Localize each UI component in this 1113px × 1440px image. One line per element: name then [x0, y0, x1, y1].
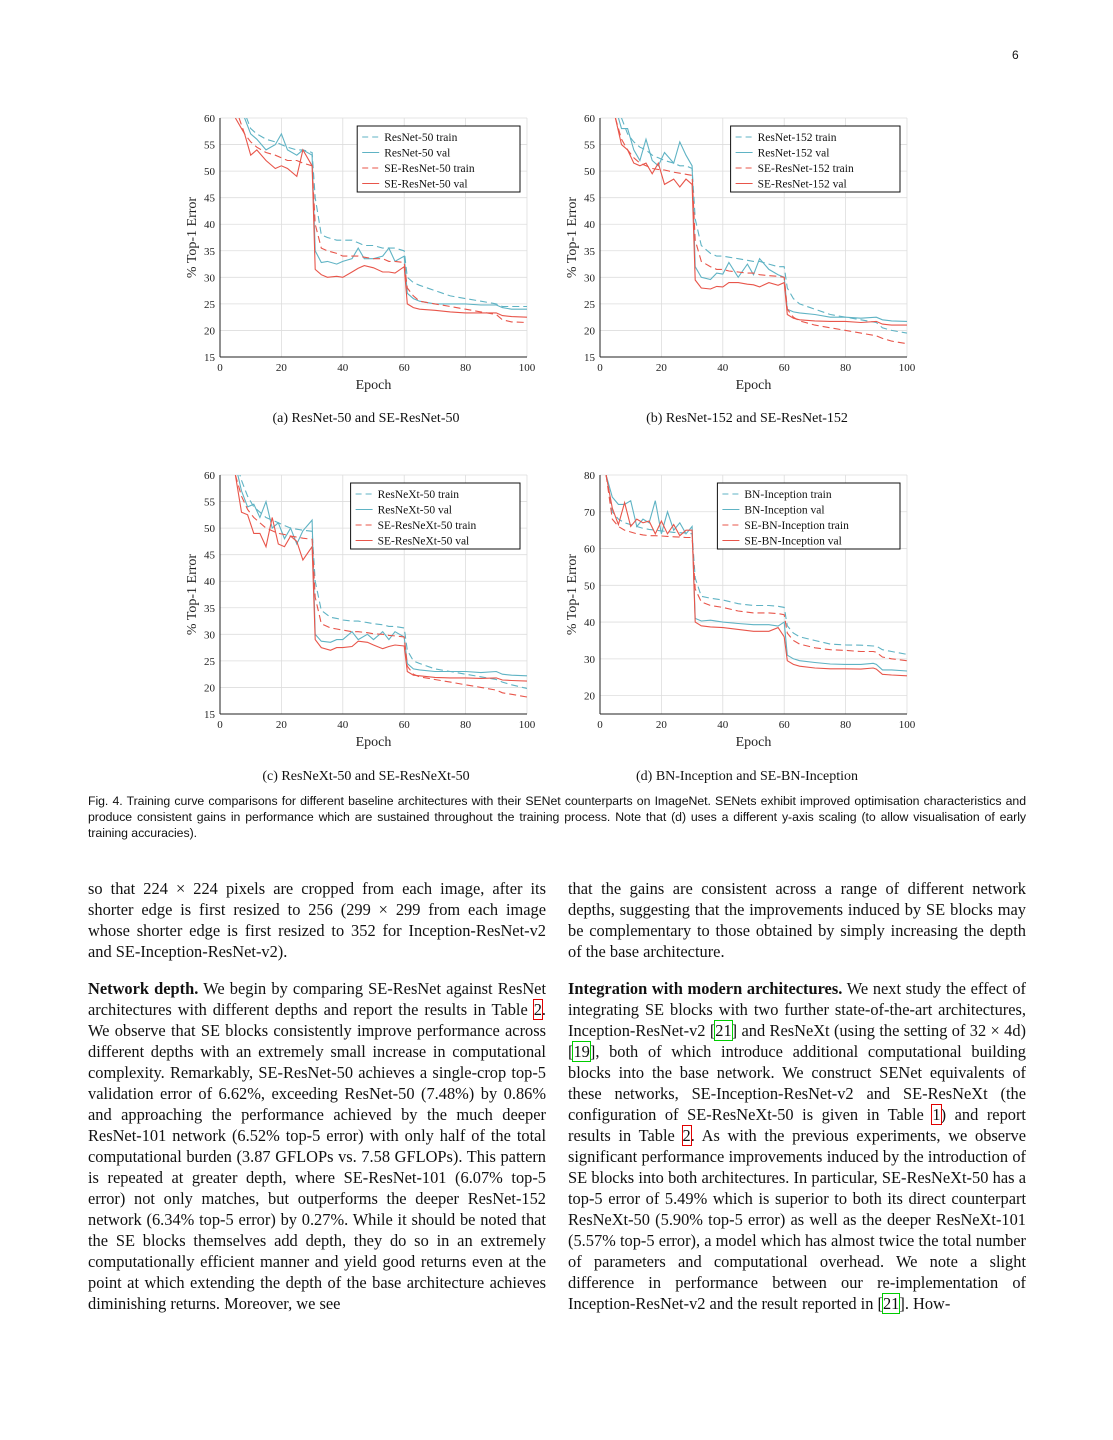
legend-entry: SE-ResNet-152 val	[757, 178, 847, 191]
subcaption-b: (b) ResNet-152 and SE-ResNet-152	[646, 411, 848, 426]
x-axis-label: Epoch	[355, 735, 392, 750]
y-tick-label: 45	[204, 192, 215, 205]
y-axis-label: % Top-1 Error	[185, 553, 200, 636]
y-axis-label: % Top-1 Error	[185, 196, 200, 279]
legend-entry: SE-ResNet-50 train	[384, 163, 475, 175]
y-tick-label: 30	[204, 272, 215, 285]
x-tick-label: 20	[655, 719, 667, 731]
paragraph-preprocessing: so that 224 × 224 pixels are cropped from each image, after its shorter edge is first resized to 256 (299 × 299 from each image whose shorter edge is first resized to 352 for Inception-ResNet-v2 and SE-Inception-ResNet-v2).	[88, 879, 546, 961]
y-tick-label: 50	[584, 166, 595, 179]
x-tick-label: 40	[337, 719, 349, 731]
chart-c-resnext50	[180, 467, 540, 757]
legend-entry: SE-ResNet-50 val	[384, 178, 468, 191]
y-tick-label: 15	[584, 352, 595, 364]
x-axis-label: Epoch	[735, 378, 772, 393]
x-tick-label: 0	[597, 719, 603, 731]
x-axis-label: Epoch	[355, 378, 392, 393]
y-tick-label: 30	[584, 272, 595, 285]
legend-entry: ResNet-152 val	[757, 147, 830, 160]
y-tick-label: 20	[204, 682, 215, 695]
x-tick-label: 60	[778, 362, 790, 374]
y-tick-label: 40	[584, 617, 595, 630]
y-tick-label: 80	[584, 470, 595, 482]
y-tick-label: 30	[204, 629, 215, 642]
y-tick-label: 15	[204, 709, 215, 721]
y-tick-label: 60	[204, 113, 215, 125]
x-tick-label: 0	[217, 719, 223, 731]
y-axis-label: % Top-1 Error	[565, 553, 580, 636]
y-tick-label: 20	[584, 690, 595, 703]
x-tick-label: 100	[898, 719, 916, 731]
x-tick-label: 0	[597, 362, 603, 374]
x-tick-label: 60	[398, 362, 410, 374]
page-number: 6	[1012, 48, 1019, 62]
legend-entry: ResNet-50 val	[384, 147, 451, 160]
legend-entry: SE-ResNeXt-50 val	[377, 535, 470, 548]
x-tick-label: 20	[275, 362, 287, 374]
subcaption-a: (a) ResNet-50 and SE-ResNet-50	[272, 411, 460, 426]
paragraph-depth-gains: that the gains are consistent across a range of different network depths, suggesting that the improvements induced by SE blocks may be complementary to those obtained by simply increasing the depth of the base architecture.	[568, 879, 1026, 961]
chart-b-resnet152	[560, 110, 920, 400]
x-tick-label: 100	[898, 362, 916, 374]
citation-link[interactable]: 19	[573, 1042, 590, 1061]
table-ref-link[interactable]: 2	[682, 1126, 691, 1145]
heading-modern-architectures: Integration with modern architectures.	[568, 979, 843, 998]
y-tick-label: 40	[204, 219, 215, 232]
y-tick-label: 35	[204, 602, 215, 615]
y-tick-label: 15	[204, 352, 215, 364]
y-tick-label: 35	[584, 245, 595, 258]
x-tick-label: 40	[337, 362, 349, 374]
x-tick-label: 40	[717, 362, 729, 374]
y-tick-label: 50	[204, 166, 215, 179]
x-tick-label: 60	[398, 719, 410, 731]
citation-link[interactable]: 21	[715, 1021, 732, 1040]
x-tick-label: 80	[460, 719, 472, 731]
x-tick-label: 80	[840, 362, 852, 374]
legend	[731, 126, 900, 192]
legend-entry: BN-Inception train	[744, 489, 832, 501]
chart-a-resnet50	[180, 110, 540, 400]
x-tick-label: 80	[840, 719, 852, 731]
y-tick-label: 45	[204, 549, 215, 562]
y-tick-label: 25	[204, 655, 215, 668]
left-column	[88, 878, 546, 1330]
x-tick-label: 100	[518, 362, 536, 374]
chart-d-bn-inception	[560, 467, 920, 757]
legend	[351, 483, 520, 549]
figure-caption: Fig. 4. Training curve comparisons for different baseline architectures with their SENet counterparts on ImageNet. SENets exhibit improved optimisation characteristics and produce consistent gains in performance which are sustained throughout the training process. Note that (d) uses a different y-axis scaling (to allow visualisation of early training accuracies).	[88, 794, 1026, 840]
y-tick-label: 45	[584, 192, 595, 205]
subcaption-d: (d) BN-Inception and SE-BN-Inception	[636, 769, 858, 784]
x-tick-label: 20	[655, 362, 667, 374]
right-column	[568, 878, 1026, 1330]
x-tick-label: 60	[778, 719, 790, 731]
y-tick-label: 35	[204, 245, 215, 258]
legend-entry: ResNeXt-50 val	[377, 504, 453, 517]
y-tick-label: 60	[584, 113, 595, 125]
y-tick-label: 50	[584, 580, 595, 593]
x-tick-label: 100	[518, 719, 536, 731]
legend-entry: SE-ResNeXt-50 train	[377, 520, 477, 532]
y-axis-label: % Top-1 Error	[565, 196, 580, 279]
y-tick-label: 25	[584, 298, 595, 311]
x-tick-label: 40	[717, 719, 729, 731]
y-tick-label: 20	[204, 325, 215, 338]
heading-network-depth: Network depth.	[88, 979, 199, 998]
paragraph-network-depth: Network depth. We begin by comparing SE-ResNet against ResNet architectures with different depths and report the results in Table 2. We observe that SE blocks consistently improve performance across different depths with an extremely small increase in computational complexity. Remarkably, SE-ResNet-50 achieves a single-crop top-5 validation error of 6.62%, exceeding ResNet-50 (7.48%) by 0.86% and approaching the performance achieved by the much deeper ResNet-101 network (6.52% top-5 error) with only half of the total computational burden (3.87 GFLOPs vs. 7.58 GFLOPs). This pattern is repeated at greater depth, where SE-ResNet-101 (6.07% top-5 error) not only matches, but outperforms the deeper ResNet-152 network (6.34% top-5 error) by 0.27%. While it should be noted that the SE blocks themselves add depth, they do so in an extremely computationally efficient manner and yield good returns even at the point at which extending the depth of the base architecture achieves diminishing returns. Moreover, we see	[88, 979, 547, 1313]
x-axis-label: Epoch	[735, 735, 772, 750]
legend-entry: BN-Inception val	[744, 504, 825, 517]
table-ref-link[interactable]: 2	[533, 1000, 542, 1019]
citation-link[interactable]: 21	[882, 1294, 900, 1313]
y-tick-label: 20	[584, 325, 595, 338]
legend-entry: SE-BN-Inception val	[744, 535, 842, 548]
y-tick-label: 70	[584, 506, 595, 519]
x-tick-label: 80	[460, 362, 472, 374]
subcaption-c: (c) ResNeXt-50 and SE-ResNeXt-50	[262, 769, 470, 784]
y-tick-label: 50	[204, 523, 215, 536]
x-tick-label: 0	[217, 362, 223, 374]
legend-entry: SE-BN-Inception train	[744, 520, 849, 532]
table-ref-link[interactable]: 1	[932, 1105, 941, 1124]
legend-entry: ResNet-152 train	[757, 132, 837, 144]
y-tick-label: 55	[584, 139, 595, 152]
x-tick-label: 20	[275, 719, 287, 731]
legend	[357, 126, 520, 192]
y-tick-label: 60	[584, 543, 595, 556]
legend-entry: ResNet-50 train	[384, 132, 458, 144]
y-tick-label: 40	[584, 219, 595, 232]
paragraph-modern-architectures: Integration with modern architectures. We next study the effect of integrating SE blocks with two further state-of-the-art architectures, Inception-ResNet-v2 [21] and ResNeXt (using the setting of 32 × 4d) [19], both of which introduce additional computational building blocks into the base network. We construct SENet equivalents of these networks, SE-Inception-ResNet-v2 and SE-ResNeXt (the configuration of SE-ResNeXt-50 is given in Table 1) and report results in Table 2. As with the previous experiments, we observe significant performance improvements induced by the introduction of SE blocks into both architectures. In particular, SE-ResNeXt-50 has a top-5 error of 5.49% which is superior to both its direct counterpart ResNeXt-50 (5.90% top-5 error) as well as the deeper ResNeXt-101 (5.57% top-5 error), a model which has almost twice the total number of parameters and computational overhead. We note a slight difference in performance between our re-implementation of Inception-ResNet-v2 and the result reported in [21]. How-	[568, 979, 1026, 1313]
legend-entry: SE-ResNet-152 train	[757, 163, 854, 175]
y-tick-label: 25	[204, 298, 215, 311]
legend-entry: ResNeXt-50 train	[377, 489, 460, 501]
y-tick-label: 60	[204, 470, 215, 482]
y-tick-label: 40	[204, 576, 215, 589]
y-tick-label: 30	[584, 653, 595, 666]
y-tick-label: 55	[204, 496, 215, 509]
legend	[717, 483, 900, 549]
y-tick-label: 55	[204, 139, 215, 152]
